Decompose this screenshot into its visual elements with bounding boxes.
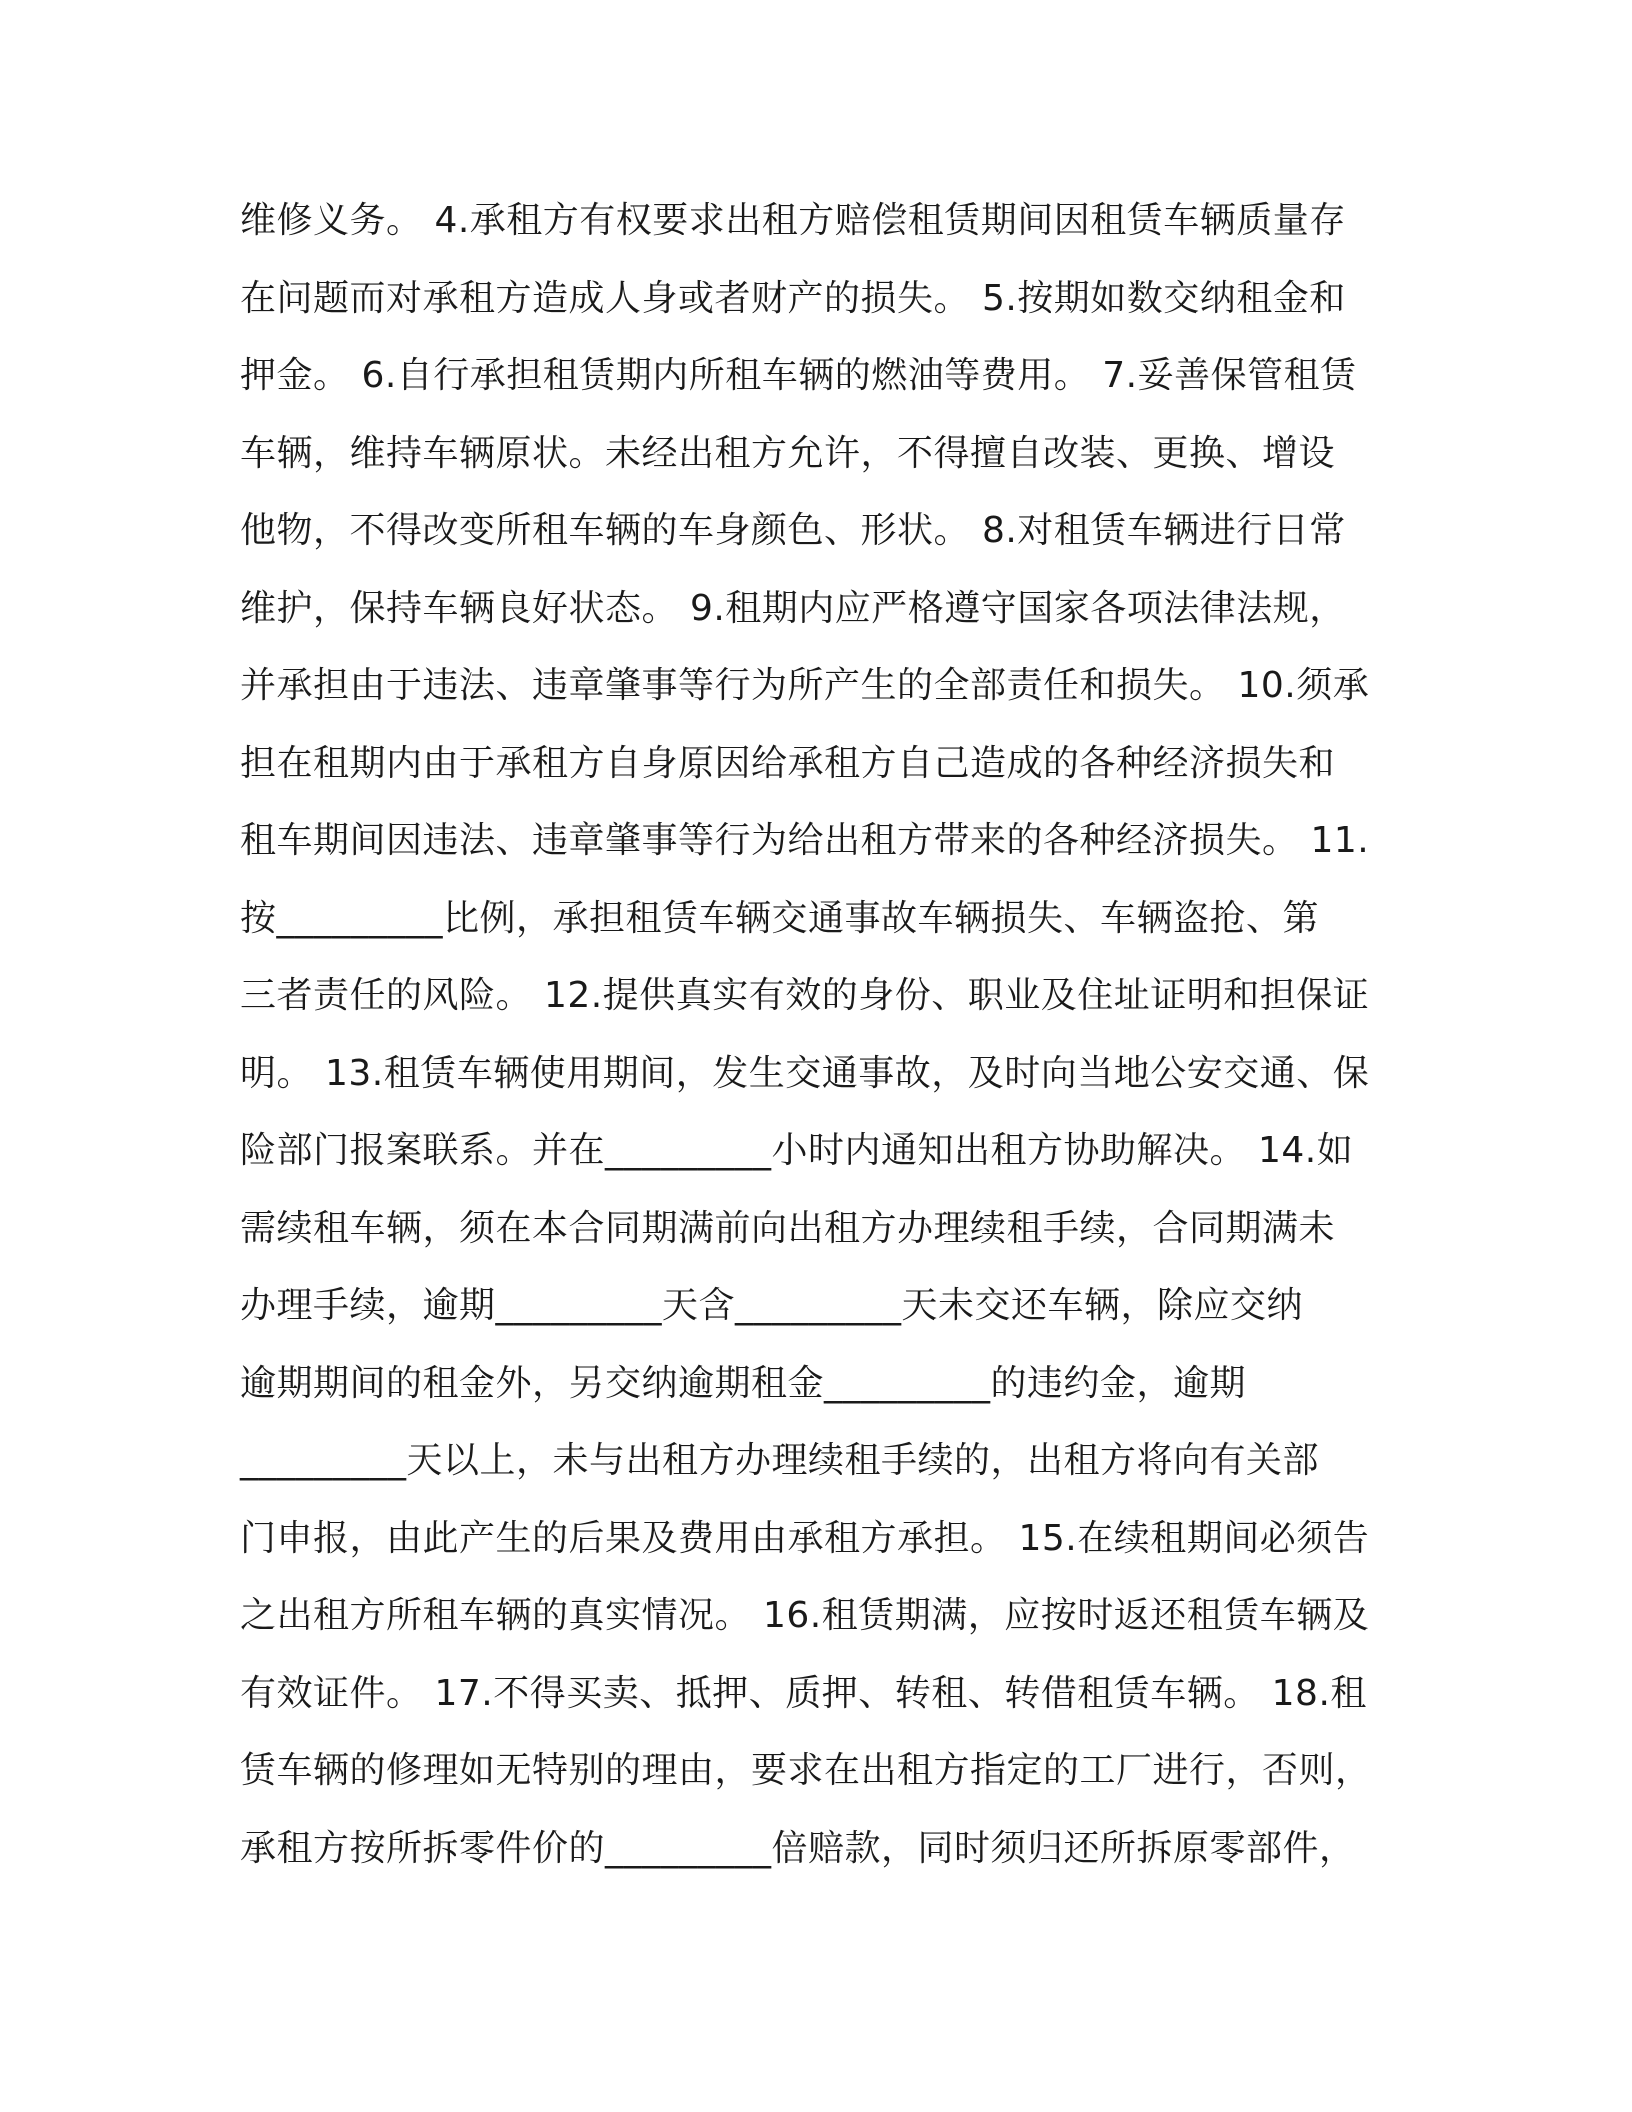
text-line-12: 明。 13.租赁车辆使用期间，发生交通事故，及时向当地公安交通、保 — [240, 1052, 1370, 1094]
text-line-2: 在问题而对承租方造成人身或者财产的损失。 5.按期如数交纳租金和 — [240, 277, 1346, 319]
text-line-18: 门申报，由此产生的后果及费用由承租方承担。 15.在续租期间必须告 — [240, 1517, 1370, 1559]
text-line-16: 逾期期间的租金外，另交纳逾期租金_________的违约金，逾期 — [240, 1362, 1247, 1404]
text-line-22: 承租方按所拆零件价的_________倍赔款，同时须归还所拆原零部件， — [240, 1827, 1356, 1869]
text-line-11: 三者责任的风险。 12.提供真实有效的身份、职业及住址证明和担保证 — [240, 975, 1370, 1016]
text-line-17: _________天以上，未与出租方办理续租手续的，出租方将向有关部 — [240, 1440, 1320, 1481]
text-line-19: 之出租方所租车辆的真实情况。 16.租赁期满，应按时返还租赁车辆及 — [240, 1595, 1370, 1636]
text-line-4: 车辆，维持车辆原状。未经出租方允许，不得擅自改装、更换、增设 — [240, 432, 1336, 474]
text-line-3: 押金。 6.自行承担租赁期内所租车辆的燃油等费用。 7.妥善保管租赁 — [240, 355, 1357, 396]
text-line-14: 需续租车辆，须在本合同期满前向出租方办理续租手续，合同期满未 — [240, 1207, 1336, 1249]
text-line-9: 租车期间因违法、违章肇事等行为给出租方带来的各种经济损失。 11. — [240, 820, 1370, 861]
text-line-5: 他物，不得改变所租车辆的车身颜色、形状。 8.对租赁车辆进行日常 — [240, 510, 1346, 551]
text-line-8: 担在租期内由于承租方自身原因给承租方自己造成的各种经济损失和 — [240, 742, 1336, 784]
text-line-7: 并承担由于违法、违章肇事等行为所产生的全部责任和损失。 10.须承 — [240, 665, 1370, 706]
text-line-13: 险部门报案联系。并在_________小时内通知出租方协助解决。 14.如 — [240, 1130, 1354, 1171]
text-line-15: 办理手续，逾期_________天含_________天未交还车辆，除应交纳 — [240, 1285, 1304, 1326]
text-line-10: 按_________比例，承担租赁车辆交通事故车辆损失、车辆盗抢、第 — [240, 897, 1320, 939]
text-line-20: 有效证件。 17.不得买卖、抵押、质押、转租、转借租赁车辆。 18.租 — [240, 1672, 1367, 1714]
text-line-6: 维护，保持车辆良好状态。 9.租期内应严格遵守国家各项法律法规， — [240, 587, 1346, 629]
contract-body-text — [240, 182, 1420, 1887]
text-line-21: 赁车辆的修理如无特别的理由，要求在出租方指定的工厂进行，否则， — [240, 1750, 1372, 1791]
text-line-1: 维修义务。 4.承租方有权要求出租方赔偿租赁期间因租赁车辆质量存 — [240, 200, 1346, 241]
